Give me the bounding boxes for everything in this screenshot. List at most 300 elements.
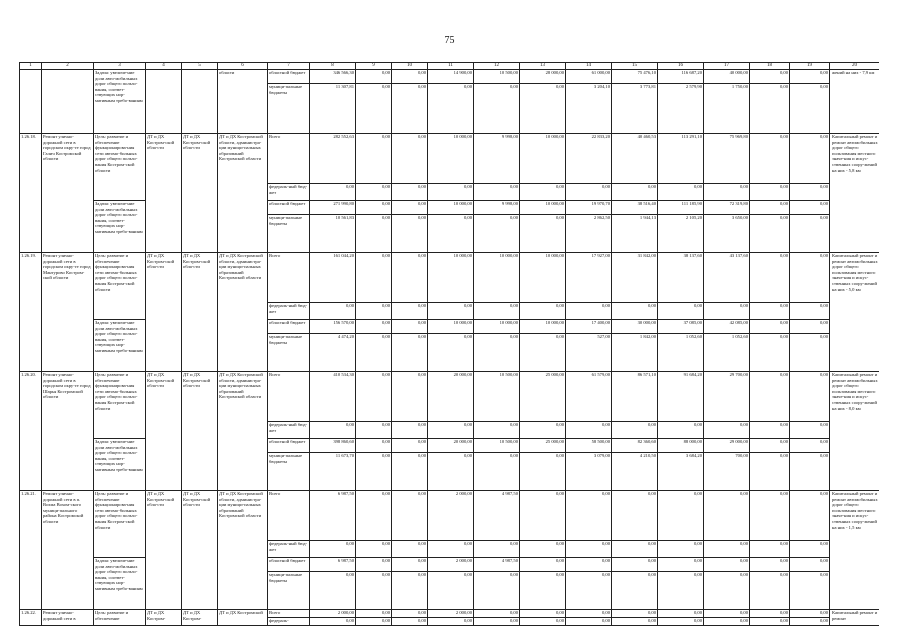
column-number-cell: 8	[310, 63, 356, 70]
amount-cell: 0,00	[356, 215, 392, 253]
amount-cell: 0,00	[428, 422, 474, 439]
executor-cell: ДТ и ДХ Костромской области, администра-ции муници-пальных образований Костромской области	[218, 134, 268, 253]
amount-cell: 0,00	[790, 334, 830, 372]
amount-cell: 17 927,00	[566, 253, 612, 303]
column-number-cell: 16	[658, 63, 704, 70]
amount-cell: 10 000,00	[428, 134, 474, 184]
funding-source-cell: федераль-ный бюд-жет	[268, 184, 310, 201]
amount-cell: 0,00	[310, 184, 356, 201]
amount-cell: 2 000,00	[428, 558, 474, 572]
task-cell: Задача: увеличе-ние доли авто-мобильных дорог общего пользо-вания, соответ-ствующих нор-мативным требо-ваниям	[94, 558, 146, 610]
amount-cell: 0,00	[474, 303, 520, 320]
amount-cell: 1 052,60	[658, 334, 704, 372]
amount-cell: 0,00	[356, 70, 392, 84]
goal-cell: Цель: развитие и обеспечение функционирова-ния сети автомо-бильных дорог общего пользо-вания Костром-ской области	[94, 253, 146, 320]
result-cell: Капитальный ремонт и ремонт автомобильных дорог общего пользования местного значе-ния и искус-ственных соору-жений на них - 1,5 км	[830, 491, 880, 610]
amount-cell: 10 000,00	[520, 320, 566, 334]
amount-cell: 0,00	[750, 70, 790, 84]
amount-cell: 2 862,50	[566, 215, 612, 253]
customer-cell: ДТ и ДХ Костром-ской обла-сти	[146, 134, 182, 253]
amount-cell: 0,00	[790, 491, 830, 541]
column-number-row	[20, 63, 880, 70]
column-number-cell: 15	[612, 63, 658, 70]
amount-cell: 6 987,50	[310, 558, 356, 572]
amount-cell: 0,00	[520, 84, 566, 134]
column-number-cell: 12	[474, 63, 520, 70]
customer-cell: ДТ и ДХ Костром-ской обла-сти	[146, 253, 182, 372]
amount-cell: 0,00	[612, 610, 658, 618]
amount-cell: 527,00	[566, 334, 612, 372]
amount-cell: 0,00	[392, 84, 428, 134]
empty-cell	[42, 70, 94, 134]
amount-cell: 0,00	[750, 372, 790, 422]
amount-cell: 0,00	[310, 618, 356, 626]
amount-cell: 11 307,81	[310, 84, 356, 134]
amount-cell: 86 571,10	[612, 372, 658, 422]
amount-cell: 0,00	[750, 253, 790, 303]
amount-cell: 11 673,70	[310, 453, 356, 491]
amount-cell: 0,00	[392, 610, 428, 618]
amount-cell: 1 944,13	[612, 215, 658, 253]
amount-cell: 0,00	[704, 422, 750, 439]
amount-cell: 271 990,80	[310, 201, 356, 215]
event-name-cell: Ремонт улично-дорожной сети в городском окру-ге город Галич Костромской области	[42, 134, 94, 253]
amount-cell: 0,00	[474, 422, 520, 439]
task-cell: Задача: увеличе-ние доли авто-мобильных дорог общего пользо-вания, соответ-ствующих нор-мативным требо-ваниям	[94, 201, 146, 253]
table-row	[20, 610, 880, 618]
amount-cell: 20 000,00	[428, 439, 474, 453]
amount-cell: 0,00	[310, 422, 356, 439]
coordinator-cell: ДТ и ДХ Костром-ской обла-сти	[182, 253, 218, 372]
amount-cell: 0,00	[704, 541, 750, 558]
amount-cell: 1 750,00	[704, 84, 750, 134]
amount-cell: 0,00	[356, 303, 392, 320]
column-number-cell: 13	[520, 63, 566, 70]
funding-source-cell: Всего	[268, 253, 310, 303]
amount-cell: 0,00	[474, 334, 520, 372]
amount-cell: 75 476,10	[612, 70, 658, 84]
amount-cell: 0,00	[474, 184, 520, 201]
amount-cell: 4 987,50	[474, 491, 520, 541]
amount-cell: 10 000,00	[428, 201, 474, 215]
amount-cell: 0,00	[750, 303, 790, 320]
amount-cell: 0,00	[612, 572, 658, 610]
amount-cell: 346 566,30	[310, 70, 356, 84]
amount-cell: 0,00	[750, 184, 790, 201]
funding-source-cell: муници-пальные бюджеты	[268, 215, 310, 253]
amount-cell: 0,00	[704, 491, 750, 541]
amount-cell: 10 000,00	[520, 253, 566, 303]
amount-cell: 111 185,90	[658, 201, 704, 215]
amount-cell: 0,00	[356, 558, 392, 572]
amount-cell: 0,00	[790, 215, 830, 253]
amount-cell: 10 000,00	[520, 134, 566, 184]
amount-cell: 0,00	[750, 84, 790, 134]
goal-cell: Цель: развитие и обеспечение функционирова-ния сети автомо-бильных дорог общего пользо-вания Костром-ской области	[94, 134, 146, 201]
task-cell: Задача: увеличе-ние доли авто-мобильных дорог общего пользо-вания, соответ-ствующих нор-мативным требо-ваниям	[94, 439, 146, 491]
amount-cell: 0,00	[310, 572, 356, 610]
column-number-cell: 18	[750, 63, 790, 70]
amount-cell: 0,00	[520, 303, 566, 320]
amount-cell: 9 998,00	[474, 134, 520, 184]
amount-cell: 0,00	[566, 541, 612, 558]
amount-cell: 22 833,20	[566, 134, 612, 184]
amount-cell: 0,00	[474, 572, 520, 610]
amount-cell: 0,00	[612, 422, 658, 439]
amount-cell: 72 319,80	[704, 201, 750, 215]
amount-cell: 58 500,00	[566, 439, 612, 453]
item-number-cell: 1.26.20.	[20, 372, 42, 491]
amount-cell: 116 687,20	[658, 70, 704, 84]
amount-cell: 0,00	[658, 303, 704, 320]
amount-cell: 0,00	[566, 558, 612, 572]
amount-cell: 0,00	[392, 372, 428, 422]
amount-cell: 10 500,00	[474, 372, 520, 422]
funding-source-cell: федераль-ный бюд-жет	[268, 303, 310, 320]
goal-cell: Цель: развитие и обеспечение функционирова-ния сети автомо-бильных дорог общего пользо-вания Костром-ской области	[94, 491, 146, 558]
amount-cell: 2 000,00	[428, 491, 474, 541]
amount-cell: 6 987,50	[310, 491, 356, 541]
amount-cell: 0,00	[520, 610, 566, 618]
amount-cell: 700,00	[704, 453, 750, 491]
amount-cell: 0,00	[658, 558, 704, 572]
amount-cell: 0,00	[750, 134, 790, 184]
amount-cell: 29 700,00	[704, 372, 750, 422]
amount-cell: 0,00	[790, 422, 830, 439]
amount-cell: 0,00	[704, 303, 750, 320]
amount-cell: 0,00	[474, 84, 520, 134]
amount-cell: 0,00	[658, 184, 704, 201]
amount-cell: 43 137,60	[704, 253, 750, 303]
amount-cell: 3 684,20	[658, 453, 704, 491]
task-cell: Задача: увеличе-ние доли авто-мобильных дорог общего пользо-вания, соответ-ствующих нор-мативным требо-ваниям	[94, 320, 146, 372]
executor-cell: области	[218, 70, 268, 134]
amount-cell: 282 552,63	[310, 134, 356, 184]
amount-cell: 161 044,20	[310, 253, 356, 303]
amount-cell: 0,00	[566, 303, 612, 320]
column-number-cell: 14	[566, 63, 612, 70]
amount-cell: 0,00	[356, 253, 392, 303]
amount-cell: 0,00	[520, 618, 566, 626]
column-number-cell: 6	[218, 63, 268, 70]
amount-cell: 0,00	[392, 201, 428, 215]
amount-cell: 0,00	[310, 303, 356, 320]
amount-cell: 0,00	[704, 572, 750, 610]
result-cell: Капитальный ремонт и ремонт автомобильных дорог общего пользования местного значе-ния и искус-ственных соору-жений на них - 5,8 км	[830, 134, 880, 253]
funding-source-cell: Всего	[268, 372, 310, 422]
amount-cell: 30 000,00	[612, 320, 658, 334]
page-number: 75	[444, 35, 455, 46]
amount-cell: 0,00	[392, 253, 428, 303]
amount-cell: 0,00	[392, 334, 428, 372]
amount-cell: 0,00	[392, 491, 428, 541]
event-name-cell: Ремонт улично-дорожной сети в п. Вохма Вохом-ского муници-пального района Костромской области	[42, 491, 94, 610]
coordinator-cell: ДТ и ДХ Костром-ской обла-сти	[182, 491, 218, 610]
amount-cell: 0,00	[428, 215, 474, 253]
funding-source-cell: областной бюджет	[268, 439, 310, 453]
amount-cell: 0,00	[750, 453, 790, 491]
amount-cell: 0,00	[566, 618, 612, 626]
amount-cell: 0,00	[704, 558, 750, 572]
amount-cell: 0,00	[356, 610, 392, 618]
executor-cell: ДТ и ДХ Костромской	[218, 610, 268, 626]
amount-cell: 88 000,00	[658, 439, 704, 453]
amount-cell: 0,00	[520, 453, 566, 491]
executor-cell: ДТ и ДХ Костромской области, администра-ции муници-пальных образований Костромской области	[218, 491, 268, 610]
funding-source-cell: Всего	[268, 491, 310, 541]
customer-cell: ДТ и ДХ Костром-	[146, 610, 182, 626]
amount-cell: 0,00	[704, 618, 750, 626]
amount-cell: 10 500,00	[474, 70, 520, 84]
amount-cell: 398 860,60	[310, 439, 356, 453]
amount-cell: 0,00	[658, 618, 704, 626]
coordinator-cell: ДТ и ДХ Костром-ской обла-сти	[182, 134, 218, 253]
amount-cell: 0,00	[392, 618, 428, 626]
amount-cell: 0,00	[520, 184, 566, 201]
amount-cell: 3 773,81	[612, 84, 658, 134]
funding-source-cell: областной бюджет	[268, 320, 310, 334]
goal-cell: Цель: развитие и обеспечение	[94, 610, 146, 626]
amount-cell: 10 561,83	[310, 215, 356, 253]
amount-cell: 1 052,60	[704, 334, 750, 372]
result-cell: Капитальный ремонт и ремонт автомобильных дорог общего пользования местного значе-ния и искус-ственных соору-жений на них - 8,0 км	[830, 372, 880, 491]
amount-cell: 0,00	[566, 610, 612, 618]
amount-cell: 0,00	[474, 453, 520, 491]
amount-cell: 0,00	[520, 215, 566, 253]
amount-cell: 0,00	[750, 558, 790, 572]
amount-cell: 14 900,00	[428, 70, 474, 84]
coordinator-cell: ДТ и ДХ Костром-	[182, 610, 218, 626]
amount-cell: 0,00	[750, 618, 790, 626]
column-number-cell: 11	[428, 63, 474, 70]
funding-source-cell: муници-пальные бюджеты	[268, 84, 310, 134]
amount-cell: 0,00	[612, 491, 658, 541]
amount-cell: 0,00	[790, 453, 830, 491]
amount-cell: 0,00	[392, 134, 428, 184]
amount-cell: 0,00	[790, 84, 830, 134]
amount-cell: 29 000,00	[704, 439, 750, 453]
funding-source-cell: муници-пальные бюджеты	[268, 572, 310, 610]
amount-cell: 2 000,00	[428, 610, 474, 618]
amount-cell: 113 291,10	[658, 134, 704, 184]
column-number-cell: 1	[20, 63, 42, 70]
amount-cell: 0,00	[356, 320, 392, 334]
table-row	[20, 372, 880, 422]
column-number-cell: 7	[268, 63, 310, 70]
column-number-cell: 20	[830, 63, 880, 70]
amount-cell: 0,00	[428, 303, 474, 320]
amount-cell: 31 842,00	[612, 253, 658, 303]
amount-cell: 0,00	[474, 215, 520, 253]
empty-cell	[182, 70, 218, 134]
event-name-cell: Ремонт улично-дорожной сети в городском окру-ге город Шарья Костромской области	[42, 372, 94, 491]
column-number-cell: 2	[42, 63, 94, 70]
amount-cell: 25 000,00	[520, 372, 566, 422]
result-cell: Капитальный ремонт и ремонт	[830, 610, 880, 626]
item-number-cell: 1.26.21.	[20, 491, 42, 610]
amount-cell: 0,00	[520, 572, 566, 610]
goal-cell: Цель: развитие и обеспечение функционирова-ния сети автомо-бильных дорог общего пользо-вания Костром-ской области	[94, 372, 146, 439]
amount-cell: 0,00	[790, 439, 830, 453]
customer-cell: ДТ и ДХ Костром-ской обла-сти	[146, 372, 182, 491]
amount-cell: 0,00	[790, 572, 830, 610]
amount-cell: 0,00	[474, 610, 520, 618]
amount-cell: 0,00	[356, 618, 392, 626]
amount-cell: 0,00	[392, 215, 428, 253]
amount-cell: 10 000,00	[428, 253, 474, 303]
amount-cell: 4 474,20	[310, 334, 356, 372]
amount-cell: 0,00	[428, 541, 474, 558]
amount-cell: 0,00	[658, 572, 704, 610]
amount-cell: 0,00	[612, 184, 658, 201]
amount-cell: 0,00	[474, 541, 520, 558]
amount-cell: 0,00	[428, 334, 474, 372]
amount-cell: 0,00	[392, 320, 428, 334]
amount-cell: 0,00	[356, 334, 392, 372]
amount-cell: 0,00	[392, 184, 428, 201]
column-number-cell: 3	[94, 63, 146, 70]
item-number-cell: 1.26.22.	[20, 610, 42, 626]
funding-source-cell: муници-пальные бюджеты	[268, 334, 310, 372]
amount-cell: 0,00	[750, 439, 790, 453]
amount-cell: 0,00	[428, 84, 474, 134]
empty-cell	[146, 70, 182, 134]
amount-cell: 0,00	[612, 618, 658, 626]
column-number-cell: 4	[146, 63, 182, 70]
amount-cell: 3 204,10	[566, 84, 612, 134]
column-number-cell: 5	[182, 63, 218, 70]
amount-cell: 0,00	[750, 334, 790, 372]
amount-cell: 0,00	[790, 134, 830, 184]
amount-cell: 0,00	[356, 422, 392, 439]
amount-cell: 91 684,20	[658, 372, 704, 422]
amount-cell: 0,00	[658, 491, 704, 541]
amount-cell: 37 085,00	[658, 320, 704, 334]
amount-cell: 75 969,80	[704, 134, 750, 184]
amount-cell: 0,00	[392, 70, 428, 84]
amount-cell: 82 360,60	[612, 439, 658, 453]
event-name-cell: Ремонт улично-дорожной сети в городском окру-ге город Мантурово Костром-ской области	[42, 253, 94, 372]
amount-cell: 0,00	[356, 572, 392, 610]
task-cell: Задача: увеличе-ние доли авто-мобильных дорог общего пользо-вания, соответ-ствующих нор-мативным требо-ваниям	[94, 70, 146, 134]
amount-cell: 0,00	[356, 184, 392, 201]
executor-cell: ДТ и ДХ Костромской области, администра-ции муници-пальных образований Костромской области	[218, 253, 268, 372]
amount-cell: 0,00	[356, 453, 392, 491]
amount-cell: 0,00	[392, 541, 428, 558]
funding-source-cell: муници-пальные бюджеты	[268, 453, 310, 491]
funding-source-cell: областной бюджет	[268, 201, 310, 215]
column-number-cell: 17	[704, 63, 750, 70]
amount-cell: 0,00	[356, 134, 392, 184]
amount-cell: 0,00	[566, 184, 612, 201]
amount-cell: 0,00	[428, 618, 474, 626]
amount-cell: 0,00	[520, 558, 566, 572]
amount-cell: 4 210,50	[612, 453, 658, 491]
amount-cell: 0,00	[704, 610, 750, 618]
amount-cell: 0,00	[658, 422, 704, 439]
amount-cell: 3 079,00	[566, 453, 612, 491]
column-number-cell: 10	[392, 63, 428, 70]
table-row	[20, 134, 880, 184]
budget-table	[19, 62, 879, 626]
amount-cell: 0,00	[750, 541, 790, 558]
amount-cell: 0,00	[612, 303, 658, 320]
amount-cell: 0,00	[392, 572, 428, 610]
amount-cell: 61 000,00	[566, 70, 612, 84]
amount-cell: 42 085,00	[704, 320, 750, 334]
amount-cell: 0,00	[790, 320, 830, 334]
amount-cell: 0,00	[520, 491, 566, 541]
amount-cell: 10 500,00	[474, 439, 520, 453]
amount-cell: 0,00	[790, 372, 830, 422]
amount-cell: 0,00	[750, 572, 790, 610]
amount-cell: 0,00	[474, 618, 520, 626]
amount-cell: 0,00	[790, 541, 830, 558]
amount-cell: 0,00	[790, 303, 830, 320]
funding-source-cell: федераль-ный бюд-жет	[268, 422, 310, 439]
amount-cell: 0,00	[520, 541, 566, 558]
amount-cell: 0,00	[704, 184, 750, 201]
amount-cell: 0,00	[428, 453, 474, 491]
executor-cell: ДТ и ДХ Костромской области, администра-ции муници-пальных образований Костромской области	[218, 372, 268, 491]
amount-cell: 0,00	[750, 215, 790, 253]
amount-cell: 40 460,53	[612, 134, 658, 184]
amount-cell: 0,00	[658, 610, 704, 618]
amount-cell: 0,00	[356, 84, 392, 134]
amount-cell: 9 998,00	[474, 201, 520, 215]
amount-cell: 0,00	[392, 439, 428, 453]
amount-cell: 20 000,00	[428, 372, 474, 422]
amount-cell: 0,00	[566, 572, 612, 610]
amount-cell: 410 534,30	[310, 372, 356, 422]
result-cell: жений на них - 7,9 км	[830, 70, 880, 134]
column-number-cell: 19	[790, 63, 830, 70]
empty-cell	[20, 70, 42, 134]
table-row	[20, 70, 880, 84]
amount-cell: 0,00	[790, 618, 830, 626]
amount-cell: 0,00	[750, 201, 790, 215]
funding-source-cell: Всего	[268, 134, 310, 184]
item-number-cell: 1.26.19.	[20, 253, 42, 372]
amount-cell: 0,00	[658, 541, 704, 558]
amount-cell: 3 650,00	[704, 215, 750, 253]
column-number-cell: 9	[356, 63, 392, 70]
amount-cell: 0,00	[566, 422, 612, 439]
amount-cell: 0,00	[392, 558, 428, 572]
customer-cell: ДТ и ДХ Костром-ской обла-сти	[146, 491, 182, 610]
amount-cell: 0,00	[790, 70, 830, 84]
amount-cell: 0,00	[428, 184, 474, 201]
amount-cell: 0,00	[310, 541, 356, 558]
amount-cell: 0,00	[790, 610, 830, 618]
amount-cell: 156 570,00	[310, 320, 356, 334]
amount-cell: 0,00	[428, 572, 474, 610]
amount-cell: 0,00	[356, 201, 392, 215]
coordinator-cell: ДТ и ДХ Костром-ской обла-сти	[182, 372, 218, 491]
amount-cell: 0,00	[612, 541, 658, 558]
funding-source-cell: областной бюджет	[268, 558, 310, 572]
amount-cell: 4 987,50	[474, 558, 520, 572]
amount-cell: 0,00	[356, 439, 392, 453]
amount-cell: 38 137,60	[658, 253, 704, 303]
event-name-cell: Ремонт улично-дорожной сети в	[42, 610, 94, 626]
amount-cell: 0,00	[790, 201, 830, 215]
result-cell: Капитальный ремонт и ремонт автомобильных дорог общего пользования местного значе-ния и искус-ственных соору-жений на них - 5,0 км	[830, 253, 880, 372]
amount-cell: 1 842,00	[612, 334, 658, 372]
amount-cell: 10 000,00	[520, 201, 566, 215]
amount-cell: 0,00	[356, 491, 392, 541]
funding-source-cell: федераль-ный бюд-жет	[268, 541, 310, 558]
